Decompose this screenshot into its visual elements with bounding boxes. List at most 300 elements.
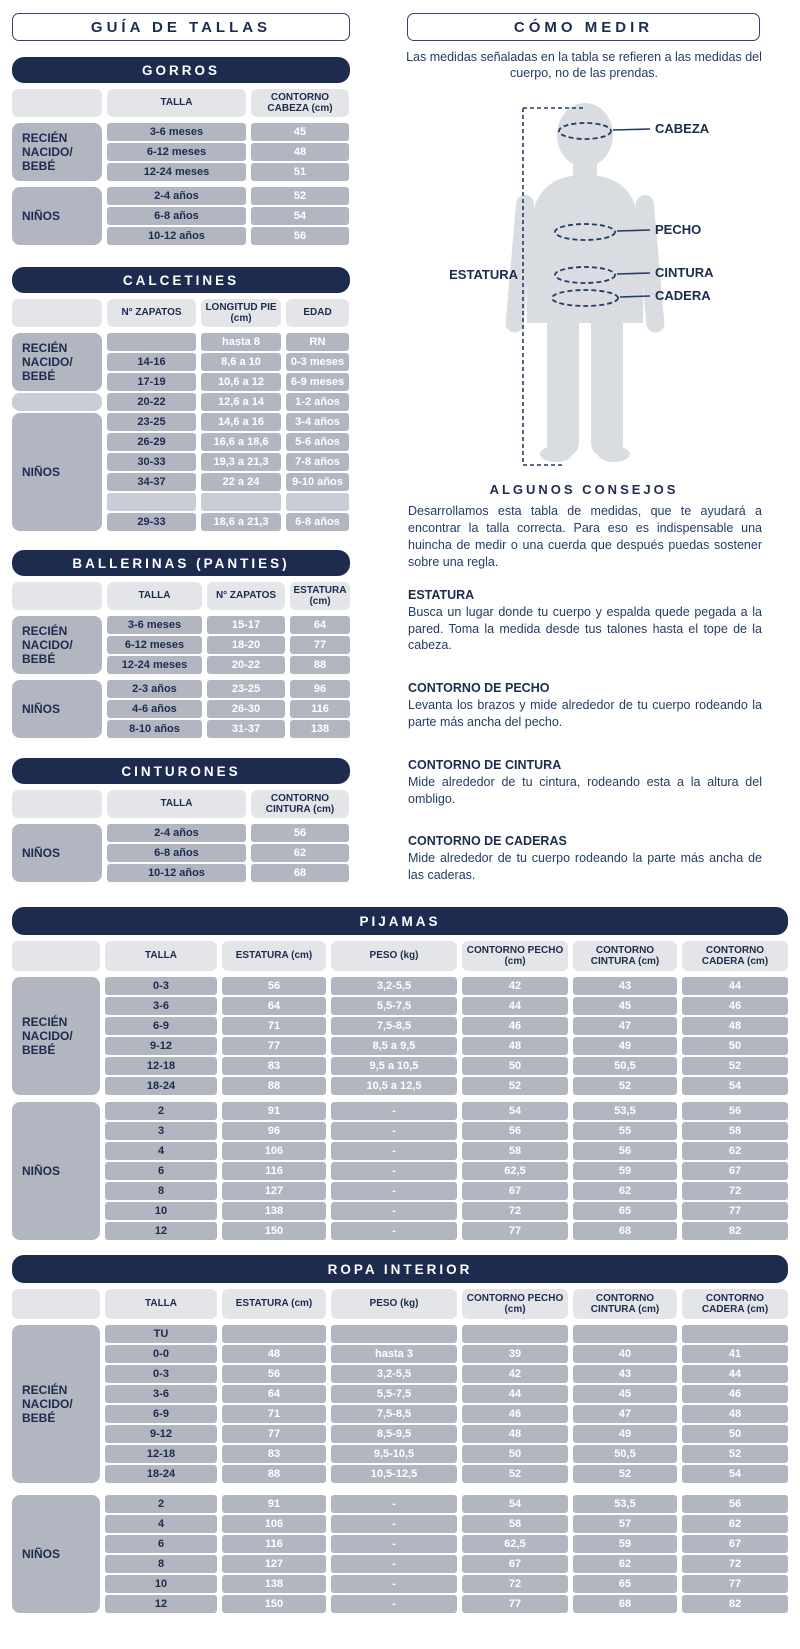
table-row (105, 1222, 788, 1240)
table-row (107, 473, 350, 491)
table-cell: 57 (573, 1515, 677, 1533)
table-cell: - (331, 1515, 457, 1533)
column-header: TALLA (105, 1289, 217, 1319)
table-cell: 56 (222, 1365, 326, 1383)
table-cell: 52 (682, 1057, 788, 1075)
table-cell: 88 (222, 1465, 326, 1483)
child-silhouette-figure (390, 95, 790, 470)
table-cell: 3-4 años (286, 413, 349, 431)
table-row (107, 413, 350, 431)
column-header: CONTORNO CINTURA (cm) (251, 790, 349, 818)
table-cell: 77 (682, 1202, 788, 1220)
table-row (107, 824, 350, 842)
group-rows (105, 1495, 788, 1613)
table-cell: 56 (251, 227, 349, 245)
group-label: NIÑOS (12, 680, 102, 738)
table-cell: 3-6 meses (107, 123, 246, 141)
table-cell: 6-9 (105, 1017, 217, 1035)
column-header: CONTORNO PECHO (cm) (462, 941, 568, 971)
table-cell: 138 (290, 720, 350, 738)
table-row (105, 1202, 788, 1220)
table-cell: 52 (462, 1077, 568, 1095)
table-group (12, 680, 350, 738)
header-label-spacer-cell (12, 1289, 100, 1319)
table-cell: - (331, 1102, 457, 1120)
table-cell: 50,5 (573, 1445, 677, 1463)
table-cell: 16,6 a 18,6 (201, 433, 281, 451)
group-rows (107, 616, 350, 674)
column-header: TALLA (107, 790, 246, 818)
table-cell: 9-12 (105, 1037, 217, 1055)
cintura-label: CINTURA (655, 265, 714, 280)
table-cell: 10 (105, 1575, 217, 1593)
table-cell: 62 (573, 1555, 677, 1573)
table-row (107, 864, 350, 882)
table-cell: 4 (105, 1515, 217, 1533)
tip-contorno-pecho-text: Levanta los brazos y mide alrededor de tu cuerpo rodeando la parte más ancha del pecho. (408, 698, 762, 729)
table-header-row (12, 89, 350, 117)
table-cell: - (331, 1202, 457, 1220)
table-cell: 72 (462, 1202, 568, 1220)
table-cell: 12-18 (105, 1057, 217, 1075)
section-band-calcetines (12, 267, 350, 293)
table-cell: 14-16 (107, 353, 196, 371)
table-cell: - (331, 1162, 457, 1180)
table-cell: 43 (573, 1365, 677, 1383)
header-label-spacer-cell (12, 89, 102, 117)
table-cell: 64 (222, 997, 326, 1015)
table-row (105, 1077, 788, 1095)
table-cell: 6-8 años (107, 844, 246, 862)
section-title-cinturones: CINTURONES (121, 763, 241, 779)
table-cell: 62,5 (462, 1162, 568, 1180)
table-cell: 8,6 a 10 (201, 353, 281, 371)
table-row (107, 720, 350, 738)
table-gorros (12, 57, 350, 245)
table-cell: 6-8 años (286, 513, 349, 531)
table-cell: 116 (222, 1535, 326, 1553)
table-cell: 10,5-12,5 (331, 1465, 457, 1483)
table-cell: 12 (105, 1595, 217, 1613)
table-cell: 62 (682, 1515, 788, 1533)
header-label-spacer-cell (12, 790, 102, 818)
group-label: NIÑOS (12, 1102, 100, 1240)
table-cell: 58 (462, 1142, 568, 1160)
cabeza-label: CABEZA (655, 121, 710, 136)
table-cell: 67 (682, 1535, 788, 1553)
table-cell: 9-10 años (286, 473, 349, 491)
table-cell: 50 (462, 1057, 568, 1075)
table-cell: 18-24 (105, 1077, 217, 1095)
how-to-measure-title: CÓMO MEDIR (513, 18, 654, 36)
table-row (105, 1495, 788, 1513)
table-cell: 9-12 (105, 1425, 217, 1443)
table-cell: 50,5 (573, 1057, 677, 1075)
table-cell: 56 (573, 1142, 677, 1160)
table-cell: 8-10 años (107, 720, 202, 738)
table-cell: 88 (222, 1077, 326, 1095)
table-cell: - (331, 1142, 457, 1160)
table-row (105, 1102, 788, 1120)
table-group (12, 187, 350, 245)
table-cell: 22 a 24 (201, 473, 281, 491)
table-cell: 6-9 (105, 1405, 217, 1423)
table-cell: 4 (105, 1142, 217, 1160)
table-cell: 5-6 años (286, 433, 349, 451)
table-cell: 62 (573, 1182, 677, 1200)
table-cell (107, 493, 196, 511)
section-band-cinturones (12, 758, 350, 784)
column-header: CONTORNO CADERA (cm) (682, 941, 788, 971)
section-title-ropa_interior: ROPA INTERIOR (327, 1261, 473, 1277)
table-row (105, 1017, 788, 1035)
table-cell: 5,5-7,5 (331, 997, 457, 1015)
table-cell: 43 (573, 977, 677, 995)
table-cell: RN (286, 333, 349, 351)
table-cell (201, 493, 281, 511)
table-group (12, 977, 788, 1095)
table-row (105, 1575, 788, 1593)
header-label-spacer-cell (12, 299, 102, 327)
group-label: NIÑOS (12, 187, 102, 245)
table-cell: 77 (462, 1595, 568, 1613)
table-row (107, 616, 350, 634)
group-rows (107, 123, 350, 181)
table-row (107, 656, 350, 674)
size-guide-title: GUÍA DE TALLAS (90, 18, 272, 36)
table-cell: 0-3 meses (286, 353, 349, 371)
column-header: PESO (kg) (331, 1289, 457, 1319)
table-cell: 59 (573, 1162, 677, 1180)
table-ballerinas (12, 550, 350, 738)
table-row (107, 393, 350, 411)
table-cell: 56 (682, 1102, 788, 1120)
table-row (107, 353, 350, 371)
table-cell: 42 (462, 977, 568, 995)
table-cell: 77 (682, 1575, 788, 1593)
table-cell: 48 (682, 1405, 788, 1423)
table-cell (286, 493, 349, 511)
table-cell: 46 (462, 1017, 568, 1035)
table-cell: 91 (222, 1495, 326, 1513)
table-cell: 12 (105, 1222, 217, 1240)
table-cell: 127 (222, 1555, 326, 1573)
table-cell: 29-33 (107, 513, 196, 531)
table-cell: 91 (222, 1102, 326, 1120)
column-header: ESTATURA (cm) (222, 1289, 326, 1319)
table-cell: 72 (682, 1182, 788, 1200)
table-cell: 30-33 (107, 453, 196, 471)
group-rows (107, 393, 350, 411)
table-cell: 53,5 (573, 1102, 677, 1120)
group-label: RECIÉN NACIDO/ BEBÉ (12, 333, 102, 391)
tip-estatura (408, 588, 762, 654)
table-row (107, 513, 350, 531)
table-cell: 54 (462, 1102, 568, 1120)
table-cell (331, 1325, 457, 1343)
tip-contorno-cintura (408, 758, 762, 807)
table-cell: 8,5 a 9,5 (331, 1037, 457, 1055)
table-cinturones (12, 758, 350, 882)
table-cell: 46 (462, 1405, 568, 1423)
table-cell: 6 (105, 1535, 217, 1553)
body-measure-diagram (390, 95, 790, 470)
table-cell: - (331, 1495, 457, 1513)
table-cell: 2-4 años (107, 824, 246, 842)
table-row (107, 123, 350, 141)
table-row (105, 1122, 788, 1140)
table-header-row (12, 1289, 788, 1319)
table-cell: 48 (222, 1345, 326, 1363)
table-cell: 150 (222, 1595, 326, 1613)
table-cell: 6-12 meses (107, 636, 202, 654)
table-row (107, 227, 350, 245)
group-rows (107, 333, 350, 391)
table-cell: 12-24 meses (107, 656, 202, 674)
table-cell: 9,5 a 10,5 (331, 1057, 457, 1075)
table-cell: 59 (573, 1535, 677, 1553)
table-cell: 48 (251, 143, 349, 161)
table-cell: 77 (222, 1037, 326, 1055)
pecho-label: PECHO (655, 222, 702, 237)
section-band-ballerinas (12, 550, 350, 576)
table-cell: 7,5-8,5 (331, 1405, 457, 1423)
table-cell: 56 (462, 1122, 568, 1140)
table-cell: 47 (573, 1405, 677, 1423)
how-to-measure-title-box (407, 13, 760, 41)
table-row (105, 1162, 788, 1180)
table-cell: 65 (573, 1202, 677, 1220)
table-cell (462, 1325, 568, 1343)
table-cell: 0-3 (105, 977, 217, 995)
table-cell: 45 (573, 1385, 677, 1403)
tip-contorno-caderas (408, 834, 762, 883)
table-group (12, 413, 350, 531)
table-cell: 1-2 años (286, 393, 349, 411)
section-band-gorros (12, 57, 350, 83)
table-cell: - (331, 1575, 457, 1593)
table-cell: 56 (682, 1495, 788, 1513)
table-cell: 3-6 (105, 1385, 217, 1403)
table-cell: 71 (222, 1405, 326, 1423)
group-label: NIÑOS (12, 1495, 100, 1613)
table-cell: 56 (251, 824, 349, 842)
header-label-spacer-cell (12, 582, 102, 610)
measure-intro-text: Las medidas señaladas en la tabla se refieren a las medidas del cuerpo, no de las prendas. (406, 50, 762, 81)
table-header-row (12, 299, 350, 327)
table-cell: 41 (682, 1345, 788, 1363)
table-cell: 52 (462, 1465, 568, 1483)
table-cell: 83 (222, 1445, 326, 1463)
tip-contorno-pecho (408, 681, 762, 730)
table-cell: 3-6 (105, 997, 217, 1015)
table-row (105, 1425, 788, 1443)
section-band-ropa_interior (12, 1255, 788, 1283)
table-cell: 44 (462, 997, 568, 1015)
table-row (107, 636, 350, 654)
table-cell: 8 (105, 1182, 217, 1200)
table-cell: 23-25 (107, 413, 196, 431)
table-cell: 52 (573, 1465, 677, 1483)
table-cell: 49 (573, 1425, 677, 1443)
table-cell: - (331, 1595, 457, 1613)
table-row (107, 680, 350, 698)
column-header: CONTORNO CADERA (cm) (682, 1289, 788, 1319)
table-cell: 40 (573, 1345, 677, 1363)
table-cell: 0-0 (105, 1345, 217, 1363)
table-cell: 51 (251, 163, 349, 181)
tip-contorno-pecho-heading: CONTORNO DE PECHO (408, 681, 550, 695)
table-cell: 15-17 (207, 616, 285, 634)
estatura-label: ESTATURA (449, 267, 518, 282)
table-cell: 44 (682, 977, 788, 995)
table-cell: hasta 3 (331, 1345, 457, 1363)
consejos-title: ALGUNOS CONSEJOS (489, 482, 679, 497)
table-cell: 10-12 años (107, 864, 246, 882)
table-cell: 54 (251, 207, 349, 225)
column-header: TALLA (107, 89, 246, 117)
column-header: PESO (kg) (331, 941, 457, 971)
column-header: LONGITUD PIE (cm) (201, 299, 281, 327)
tip-contorno-cintura-text: Mide alrededor de tu cintura, rodeando esta a la altura del ombligo. (408, 775, 762, 806)
table-cell: 12-18 (105, 1445, 217, 1463)
group-rows (105, 977, 788, 1095)
table-cell: 3,2-5,5 (331, 977, 457, 995)
table-cell: - (331, 1122, 457, 1140)
section-title-pijamas: PIJAMAS (359, 913, 441, 929)
table-cell: 54 (462, 1495, 568, 1513)
table-cell: 150 (222, 1222, 326, 1240)
table-cell: 106 (222, 1142, 326, 1160)
column-header: N° ZAPATOS (107, 299, 196, 327)
table-cell: 18-20 (207, 636, 285, 654)
section-title-calcetines: CALCETINES (122, 272, 240, 288)
table-cell: 68 (573, 1595, 677, 1613)
table-cell: 48 (462, 1425, 568, 1443)
table-cell: 12,6 a 14 (201, 393, 281, 411)
table-cell: 44 (462, 1385, 568, 1403)
table-cell: 20-22 (207, 656, 285, 674)
table-cell: 26-30 (207, 700, 285, 718)
table-cell: 48 (682, 1017, 788, 1035)
table-cell: 64 (222, 1385, 326, 1403)
table-row (105, 1182, 788, 1200)
table-row (107, 844, 350, 862)
table-pijamas (12, 907, 788, 1240)
table-cell: 49 (573, 1037, 677, 1055)
column-header: CONTORNO CINTURA (cm) (573, 941, 677, 971)
group-rows (107, 413, 350, 531)
group-rows (105, 1325, 788, 1483)
group-rows (107, 187, 350, 245)
table-cell: 45 (573, 997, 677, 1015)
table-row (107, 493, 350, 511)
group-rows (107, 680, 350, 738)
table-cell: 46 (682, 997, 788, 1015)
table-cell: 116 (222, 1162, 326, 1180)
table-cell: 31-37 (207, 720, 285, 738)
table-cell: 23-25 (207, 680, 285, 698)
table-cell: 3 (105, 1122, 217, 1140)
tip-contorno-cintura-heading: CONTORNO DE CINTURA (408, 758, 562, 772)
consejos-text: Desarrollamos esta tabla de medidas, que te ayudará a encontrar la talla correcta. Para eso es indispensable una huincha de medir o una cuerda que después puedas sostener sobre una regla. (408, 504, 762, 570)
table-cell: 17-19 (107, 373, 196, 391)
table-cell: 65 (573, 1575, 677, 1593)
table-cell: 58 (462, 1515, 568, 1533)
table-cell (573, 1325, 677, 1343)
table-cell: 50 (462, 1445, 568, 1463)
table-row (107, 143, 350, 161)
table-cell: 2 (105, 1102, 217, 1120)
column-header: ESTATURA (cm) (290, 582, 350, 610)
table-cell: 8 (105, 1555, 217, 1573)
table-calcetines (12, 267, 350, 531)
table-cell: 62 (251, 844, 349, 862)
table-cell: 50 (682, 1425, 788, 1443)
table-row (105, 1142, 788, 1160)
table-cell: 62 (682, 1142, 788, 1160)
table-row (107, 207, 350, 225)
table-ropa-interior (12, 1255, 788, 1613)
group-label: NIÑOS (12, 413, 102, 531)
table-cell: 34-37 (107, 473, 196, 491)
group-label: RECIÉN NACIDO/ BEBÉ (12, 123, 102, 181)
table-cell: 3,2-5,5 (331, 1365, 457, 1383)
table-cell: 19,3 a 21,3 (201, 453, 281, 471)
table-cell: 4-6 años (107, 700, 202, 718)
table-cell: - (331, 1555, 457, 1573)
column-header: EDAD (286, 299, 349, 327)
table-cell: 67 (462, 1182, 568, 1200)
table-cell: 6-12 meses (107, 143, 246, 161)
table-cell: 6-8 años (107, 207, 246, 225)
table-cell: - (331, 1535, 457, 1553)
table-group (12, 1102, 788, 1240)
table-row (107, 700, 350, 718)
table-row (105, 1515, 788, 1533)
table-cell: 46 (682, 1385, 788, 1403)
table-cell: 18-24 (105, 1465, 217, 1483)
table-cell: 20-22 (107, 393, 196, 411)
table-cell: 45 (251, 123, 349, 141)
table-row (105, 1465, 788, 1483)
table-row (105, 1345, 788, 1363)
table-cell: 52 (573, 1077, 677, 1095)
table-cell: 52 (251, 187, 349, 205)
table-cell: 6 (105, 1162, 217, 1180)
table-cell: 9,5-10,5 (331, 1445, 457, 1463)
table-cell: 138 (222, 1202, 326, 1220)
table-cell: 82 (682, 1222, 788, 1240)
table-group (12, 1325, 788, 1483)
table-cell: 82 (682, 1595, 788, 1613)
table-row (105, 1385, 788, 1403)
table-cell: hasta 8 (201, 333, 281, 351)
column-header: CONTORNO CABEZA (cm) (251, 89, 349, 117)
table-cell (682, 1325, 788, 1343)
table-row (105, 1037, 788, 1055)
table-cell (222, 1325, 326, 1343)
table-cell: 62,5 (462, 1535, 568, 1553)
table-group (12, 123, 350, 181)
header-label-spacer-cell (12, 941, 100, 971)
table-row (105, 997, 788, 1015)
table-cell: 48 (462, 1037, 568, 1055)
table-cell: 53,5 (573, 1495, 677, 1513)
table-cell: 106 (222, 1515, 326, 1533)
table-row (105, 1555, 788, 1573)
table-cell: 116 (290, 700, 350, 718)
